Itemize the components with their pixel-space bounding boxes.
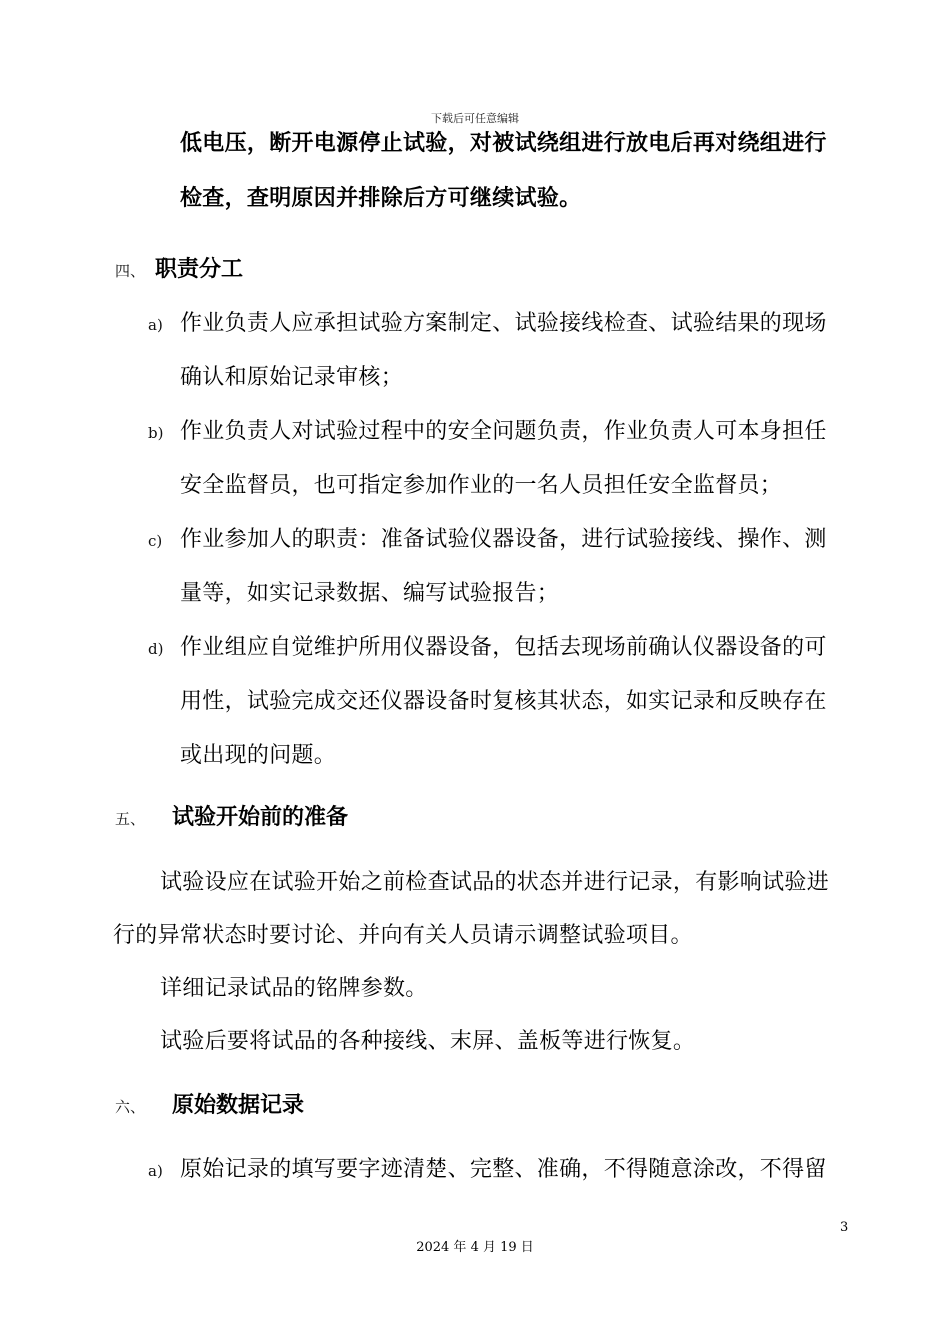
- section-5-paragraph-2: 详细记录试品的铭牌参数。: [160, 976, 428, 1001]
- section-5-paragraph-1-line-2: 行的异常状态时要讨论、并向有关人员请示调整试验项目。: [113, 923, 693, 948]
- section-4-item-c-marker: c): [148, 532, 163, 550]
- section-5-paragraph-3: 试验后要将试品的各种接线、末屏、盖板等进行恢复。: [160, 1029, 696, 1054]
- section-4-item-d-line-3: 或出现的问题。: [180, 743, 337, 768]
- continuation-line-2: 检查，查明原因并排除后方可继续试验。: [180, 186, 582, 211]
- footer-date: 2024 年 4 月 19 日: [416, 1240, 534, 1255]
- section-5-paragraph-1-line-1: 试验设应在试验开始之前检查试品的状态并进行记录，有影响试验进: [160, 870, 830, 895]
- section-6-number: 六、: [115, 1098, 146, 1116]
- section-4-item-d-line-1: 作业组应自觉维护所用仪器设备，包括去现场前确认仪器设备的可: [180, 635, 827, 660]
- section-5-title: 试验开始前的准备: [172, 805, 349, 830]
- section-6-title: 原始数据记录: [172, 1093, 305, 1118]
- section-5-number: 五、: [115, 810, 146, 828]
- section-6-item-a-marker: a): [148, 1162, 163, 1180]
- section-4-item-d-line-2: 用性，试验完成交还仪器设备时复核其状态，如实记录和反映存在: [180, 689, 827, 714]
- section-4-item-a-line-2: 确认和原始记录审核；: [180, 365, 404, 390]
- continuation-line-1: 低电压，断开电源停止试验，对被试绕组进行放电后再对绕组进行: [180, 131, 827, 156]
- section-4-item-b-line-1: 作业负责人对试验过程中的安全问题负责，作业负责人可本身担任: [180, 419, 827, 444]
- page-number: 3: [840, 1220, 849, 1235]
- section-4-title: 职责分工: [155, 257, 244, 282]
- section-4-number: 四、: [115, 262, 146, 280]
- section-4-item-a-marker: a): [148, 316, 163, 334]
- section-4-item-c-line-1: 作业参加人的职责：准备试验仪器设备，进行试验接线、操作、测: [180, 527, 827, 552]
- section-4-item-c-line-2: 量等，如实记录数据、编写试验报告；: [180, 581, 560, 606]
- section-4-item-a-line-1: 作业负责人应承担试验方案制定、试验接线检查、试验结果的现场: [180, 311, 827, 336]
- section-4-item-d-marker: d): [148, 640, 164, 658]
- section-4-item-b-marker: b): [148, 424, 164, 442]
- section-6-item-a-line-1: 原始记录的填写要字迹清楚、完整、准确，不得随意涂改，不得留: [180, 1157, 827, 1182]
- section-4-item-b-line-2: 安全监督员，也可指定参加作业的一名人员担任安全监督员；: [180, 473, 783, 498]
- header-note: 下载后可任意编辑: [431, 112, 519, 125]
